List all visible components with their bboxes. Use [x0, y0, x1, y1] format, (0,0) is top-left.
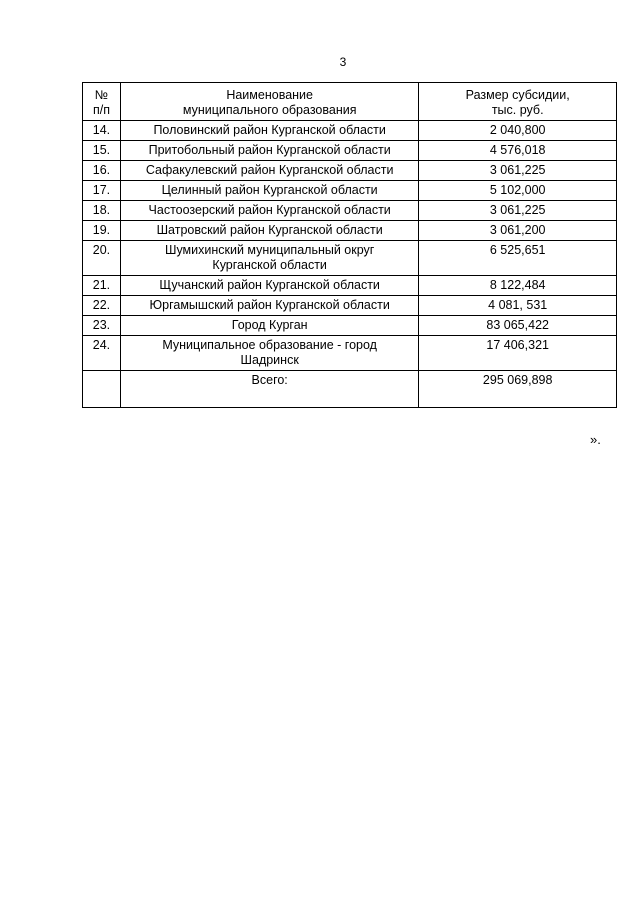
table-row	[83, 276, 617, 296]
row-amount: 3 061,225	[419, 161, 617, 181]
table-row	[83, 221, 617, 241]
row-number: 20.	[83, 241, 121, 276]
table-total-row	[83, 371, 617, 408]
table-row	[83, 316, 617, 336]
table-row	[83, 121, 617, 141]
row-amount: 4 576,018	[419, 141, 617, 161]
table-row	[83, 241, 617, 276]
row-number: 21.	[83, 276, 121, 296]
row-name: Половинский район Курганской области	[120, 121, 418, 141]
row-number: 15.	[83, 141, 121, 161]
header-name-line2: муниципального образования	[182, 103, 357, 117]
page-number: 3	[339, 55, 347, 69]
row-name-line2: Шадринск	[240, 353, 299, 367]
row-amount: 83 065,422	[419, 316, 617, 336]
table-header-row	[83, 83, 617, 121]
header-amount	[419, 83, 617, 121]
row-amount: 2 040,800	[419, 121, 617, 141]
header-name	[120, 83, 418, 121]
row-amount: 3 061,225	[419, 201, 617, 221]
row-name: Юргамышский район Курганской области	[120, 296, 418, 316]
row-number: 22.	[83, 296, 121, 316]
row-amount: 5 102,000	[419, 181, 617, 201]
row-number: 16.	[83, 161, 121, 181]
header-number	[83, 83, 121, 121]
row-number: 24.	[83, 336, 121, 371]
table-row	[83, 161, 617, 181]
header-amount-line1: Размер субсидии,	[465, 88, 570, 102]
table-row	[83, 296, 617, 316]
row-number: 18.	[83, 201, 121, 221]
header-name-line1: Наименование	[226, 88, 313, 102]
row-name: Притобольный район Курганской области	[120, 141, 418, 161]
row-amount: 3 061,200	[419, 221, 617, 241]
row-amount: 8 122,484	[419, 276, 617, 296]
row-name: Щучанский район Курганской области	[120, 276, 418, 296]
row-name-line2: Курганской области	[212, 258, 327, 272]
total-label: Всего:	[120, 371, 418, 408]
row-name	[120, 241, 418, 276]
subsidy-table	[82, 82, 617, 408]
row-number: 17.	[83, 181, 121, 201]
header-number-line1: №	[94, 88, 109, 102]
table-row	[83, 336, 617, 371]
row-name: Шатровский район Курганской области	[120, 221, 418, 241]
row-number: 23.	[83, 316, 121, 336]
table-row	[83, 141, 617, 161]
header-number-line2: п/п	[92, 103, 110, 117]
row-name: Сафакулевский район Курганской области	[120, 161, 418, 181]
row-name-line1: Шумихинский муниципальный округ	[164, 243, 375, 257]
row-name: Частоозерский район Курганской области	[120, 201, 418, 221]
row-number: 14.	[83, 121, 121, 141]
total-amount: 295 069,898	[419, 371, 617, 408]
row-amount: 6 525,651	[419, 241, 617, 276]
row-number: 19.	[83, 221, 121, 241]
header-amount-line2: тыс. руб.	[491, 103, 544, 117]
row-name: Город Курган	[120, 316, 418, 336]
row-name-line1: Муниципальное образование - город	[162, 338, 377, 352]
closing-quote: ».	[590, 432, 601, 447]
total-number	[83, 371, 121, 408]
table-row	[83, 181, 617, 201]
row-amount: 4 081, 531	[419, 296, 617, 316]
table-row	[83, 201, 617, 221]
row-amount: 17 406,321	[419, 336, 617, 371]
row-name	[120, 336, 418, 371]
row-name: Целинный район Курганской области	[120, 181, 418, 201]
